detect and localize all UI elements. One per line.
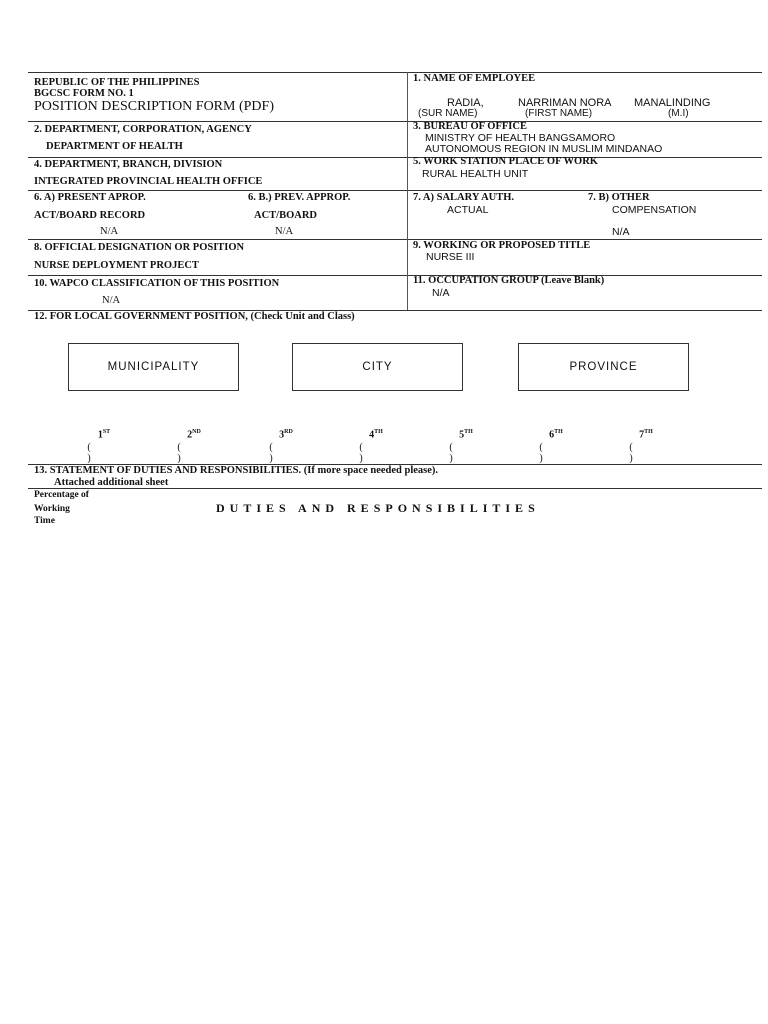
republic-text: REPUBLIC OF THE PHILIPPINES: [34, 77, 200, 88]
label-name-of-employee: 1. NAME OF EMPLOYEE: [413, 73, 536, 84]
class-2-checkbox[interactable]: ( ): [177, 442, 211, 465]
work-station-value[interactable]: RURAL HEALTH UNIT: [422, 168, 529, 180]
label-local-government: 12. FOR LOCAL GOVERNMENT POSITION, (Check Unit and Class): [34, 311, 355, 322]
class-3-checkbox[interactable]: ( ): [269, 442, 303, 465]
label-department: 2. DEPARTMENT, CORPORATION, AGENCY: [34, 124, 252, 135]
employee-middle-initial[interactable]: MANALINDING: [634, 97, 711, 109]
class-1-num: 1: [97, 429, 103, 441]
wapco-value[interactable]: N/A: [102, 295, 121, 306]
label-working-title: 9. WORKING OR PROPOSED TITLE: [413, 240, 591, 251]
caption-surname: (SUR NAME): [418, 108, 478, 119]
class-7[interactable]: [616, 429, 676, 464]
form-title: POSITION DESCRIPTION FORM (PDF): [34, 99, 274, 114]
rule-row3: [28, 157, 762, 158]
unit-box-city[interactable]: CITY: [292, 343, 463, 391]
class-1-checkbox[interactable]: ( ): [87, 442, 121, 465]
other-compensation-value[interactable]: N/A: [612, 226, 630, 238]
class-4-suffix: TH: [374, 429, 383, 435]
class-5-suffix: TH: [464, 429, 473, 435]
label-work-station: 5. WORK STATION PLACE OF WORK: [413, 156, 598, 167]
caption-first-name: (FIRST NAME): [525, 108, 593, 119]
class-2-suffix: ND: [192, 429, 201, 435]
label-wapco: 10. WAPCO CLASSIFICATION OF THIS POSITION: [34, 278, 280, 289]
official-designation-value[interactable]: NURSE DEPLOYMENT PROJECT: [34, 260, 199, 271]
unit-box-municipality[interactable]: MUNICIPALITY: [68, 343, 239, 391]
col-header-time: Time: [34, 516, 55, 526]
label-act-board-record: ACT/BOARD RECORD: [34, 210, 146, 221]
label-attached-sheet: Attached additional sheet: [54, 477, 169, 488]
class-3[interactable]: [256, 429, 316, 464]
class-5-num: 5: [459, 429, 465, 441]
label-other: 7. B) OTHER: [588, 192, 650, 203]
unit-box-province[interactable]: PROVINCE: [518, 343, 689, 391]
class-3-suffix: RD: [284, 429, 293, 435]
working-title-value[interactable]: NURSE III: [426, 251, 475, 263]
class-7-num: 7: [639, 429, 645, 441]
class-4-checkbox[interactable]: ( ): [359, 442, 393, 465]
label-prev-approp: 6. B.) PREV. APPROP.: [248, 192, 351, 203]
rule-row4: [28, 190, 762, 191]
class-2[interactable]: [164, 429, 224, 464]
label-present-aprop: 6. A) PRESENT APROP.: [34, 192, 146, 203]
class-5-checkbox[interactable]: ( ): [449, 442, 483, 465]
class-6[interactable]: [526, 429, 586, 464]
rule-top: [28, 72, 762, 73]
col-header-percentage: Percentage of: [34, 490, 89, 500]
label-bureau: 3. BUREAU OF OFFICE: [413, 121, 527, 132]
col-header-duties: DUTIES AND RESPONSIBILITIES: [216, 501, 540, 515]
present-aprop-value[interactable]: N/A: [100, 226, 119, 237]
employee-surname[interactable]: RADIA,: [447, 97, 484, 109]
class-5[interactable]: [436, 429, 496, 464]
division-value[interactable]: INTEGRATED PROVINCIAL HEALTH OFFICE: [34, 176, 263, 187]
bureau-value-line1[interactable]: MINISTRY OF HEALTH BANGSAMORO: [425, 132, 616, 144]
label-division: 4. DEPARTMENT, BRANCH, DIVISION: [34, 159, 223, 170]
col-header-working: Working: [34, 504, 70, 514]
class-4[interactable]: [346, 429, 406, 464]
class-6-num: 6: [549, 429, 555, 441]
employee-first-name[interactable]: NARRIMAN NORA: [518, 97, 612, 109]
label-salary-auth: 7. A) SALARY AUTH.: [413, 192, 515, 203]
prev-approp-value[interactable]: N/A: [275, 226, 294, 237]
caption-middle-initial: (M.I): [668, 108, 689, 119]
rule-row6: [28, 275, 762, 276]
form-number: BGCSC FORM NO. 1: [34, 88, 134, 99]
label-official-designation: 8. OFFICIAL DESIGNATION OR POSITION: [34, 242, 245, 253]
column-divider: [407, 72, 408, 310]
class-6-suffix: TH: [554, 429, 563, 435]
label-act-board: ACT/BOARD: [254, 210, 318, 221]
rule-row2: [28, 121, 762, 122]
class-7-checkbox[interactable]: ( ): [629, 442, 663, 465]
class-3-num: 3: [279, 429, 285, 441]
class-2-num: 2: [187, 429, 193, 441]
label-actual: ACTUAL: [447, 204, 489, 216]
label-statement-of-duties: 13. STATEMENT OF DUTIES AND RESPONSIBILITIES. (If more space needed please).: [34, 465, 439, 476]
class-7-suffix: TH: [644, 429, 653, 435]
label-occupation-group: 11. OCCUPATION GROUP (Leave Blank): [413, 275, 605, 286]
department-value[interactable]: DEPARTMENT OF HEALTH: [46, 141, 183, 152]
class-1[interactable]: [74, 429, 134, 464]
bureau-value-line2[interactable]: AUTONOMOUS REGION IN MUSLIM MINDANAO: [425, 143, 663, 155]
class-4-num: 4: [369, 429, 375, 441]
class-6-checkbox[interactable]: ( ): [539, 442, 573, 465]
occupation-group-value[interactable]: N/A: [432, 287, 450, 299]
rule-row5: [28, 239, 762, 240]
class-1-suffix: ST: [102, 429, 111, 435]
label-compensation: COMPENSATION: [612, 204, 697, 216]
